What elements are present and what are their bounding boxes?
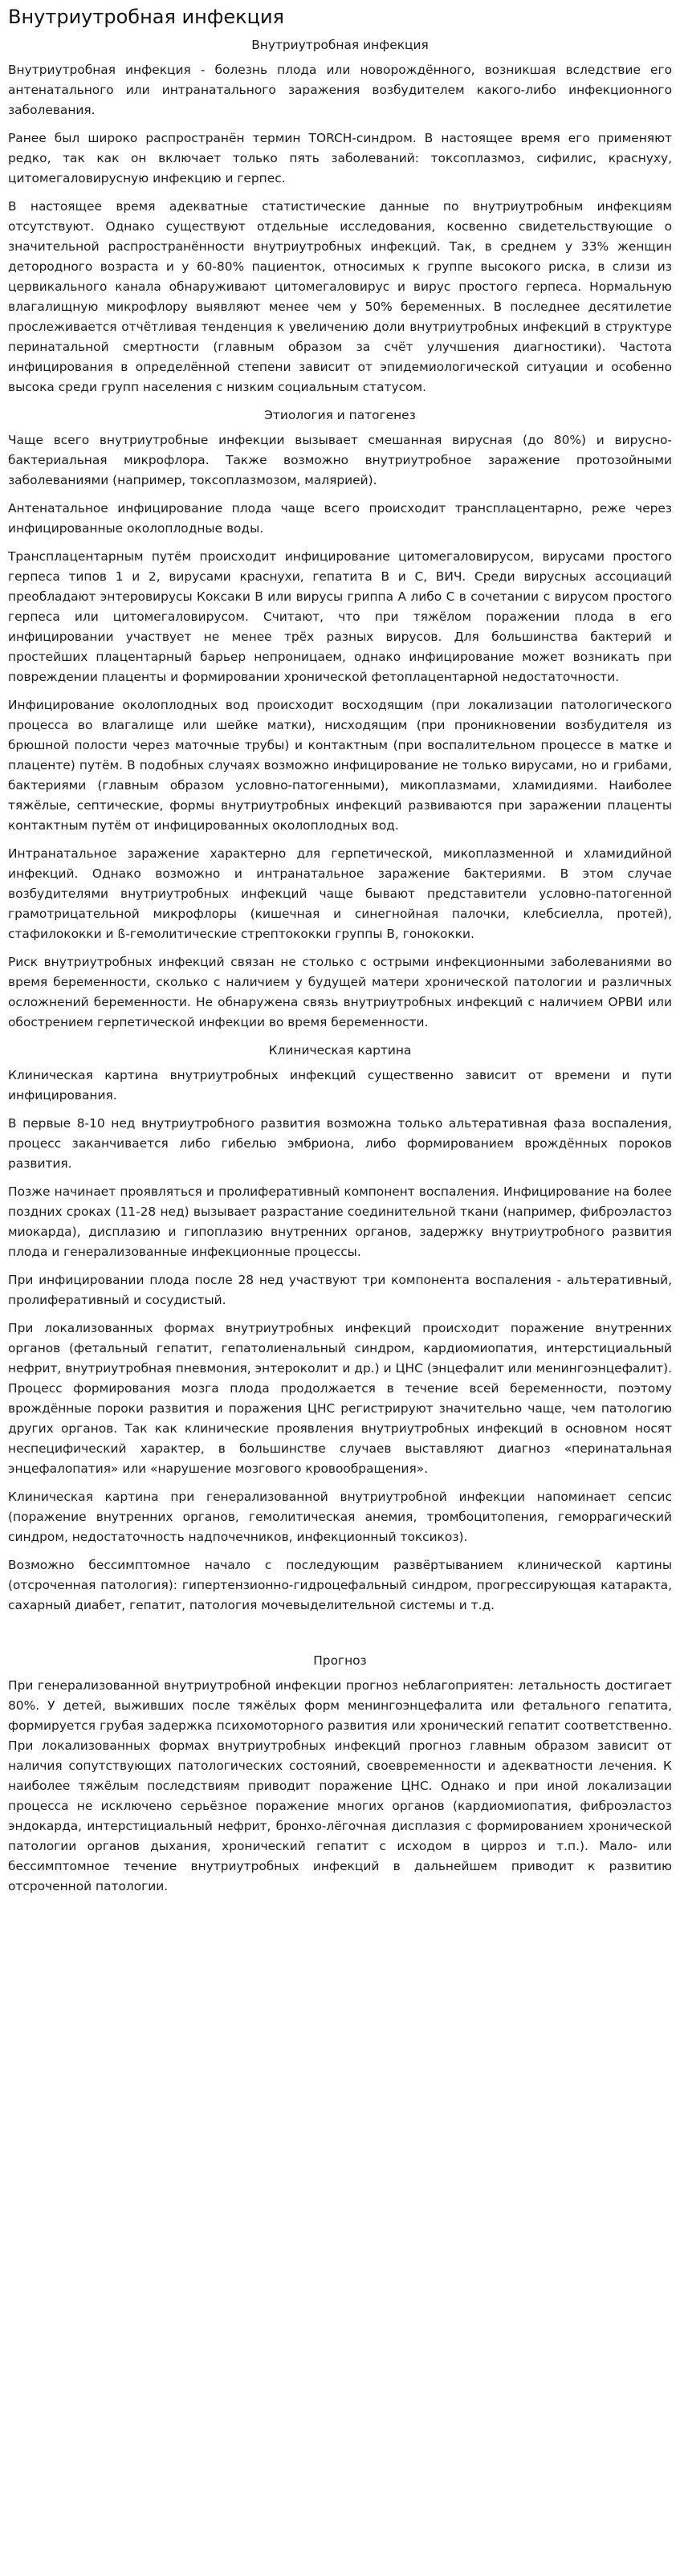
paragraph-risk: Риск внутриутробных инфекций связан не столько с острыми инфекционными заболеваниями во время беременности, сколько с наличием у будущей матери хронической патологии и различных осложнений беременности. Не обнаружена связь внутриутробных инфекций с наличием ОРВИ или обострением герпетической инфекции во время беременности.: [8, 955, 672, 1029]
section-etiology: [8, 406, 672, 1033]
paragraph-localized-forms: При локализованных формах внутриутробных инфекций происходит поражение внутренних органов (фетальный гепатит, гепатолиенальный синдром, кардиомиопатия, интерстициальный нефрит, внутриутробная пневмония, энтероколит и др.) и ЦНС (энцефалит или менингоэнцефалит). Процесс формирования мозга плода продолжается в течение всей беременности, поэтому врождённые пороки развития и поражения ЦНС регистрируют значительно чаще, чем патологию других органов. Так как клинические проявления внутриутробных инфекций в основном носят неспецифический характер, в большинстве случаев выставляют диагноз «перинатальная энцефалопатия» или «нарушение мозгового кровообращения».: [8, 1321, 672, 1476]
section-prognosis: [8, 1651, 672, 1897]
paragraph-prognosis: При генерализованной внутриутробной инфекции прогноз неблагоприятен: летальность достигает 80%. У детей, выживших после тяжёлых форм менингоэнцефалита или фетального гепатита, формируется грубая задержка психомоторного развития или хронический гепатит соответственно. При локализованных формах внутриутробных инфекций прогноз главным образом зависит от наличия сопутствующих патологических состояний, своевременности и адекватности лечения. К наиболее тяжёлым последствиям приводит поражение ЦНС. Однако и при иной локализации процесса не исключено серьёзное поражение многих органов (кардиомиопатия, фиброэластоз эндокарда, интерстициальный нефрит, бронхо-лёгочная дисплазия с формированием хронической патологии органов дыхания, хронический гепатит с исходом в цирроз и т.п.). Мало- или бессимптомное течение внутриутробных инфекций в дальнейшем приводит к развитию отсроченной патологии.: [8, 1678, 672, 1893]
paragraph-generalized: Клиническая картина при генерализованной внутриутробной инфекции напоминает сепсис (поражение внутренних органов, гемолитическая анемия, тромбоцитопения, геморрагический синдром, недостаточность надпочечников, инфекционный токсикоз).: [8, 1490, 672, 1544]
paragraph-microflora: Чаще всего внутриутробные инфекции вызывает смешанная вирусная (до 80%) и вирусно-бактериальная микрофлора. Также возможно внутриутробное заражение протозойными заболеваниями (например, токсоплазмозом, малярией).: [8, 433, 672, 487]
paragraph-transplacental: Трансплацентарным путём происходит инфицирование цитомегаловирусом, вирусами простого герпеса типов 1 и 2, вирусами краснухи, гепатита B и C, ВИЧ. Среди вирусных ассоциаций преобладают энтеровирусы Коксаки B или вирусы гриппа A либо C в сочетании с вирусом простого герпеса или цитомегаловирусом. Считают, что при тяжёлом поражении плода в его инфицировании участвует не менее трёх разных вирусов. Для большинства бактерий и простейших плацентарный барьер непроницаем, однако инфицирование может возникать при повреждении плаценты и формировании хронической фетоплацентарной недостаточности.: [8, 549, 672, 684]
section-heading-prognosis: Прогноз: [313, 1653, 367, 1668]
section-heading-clinical: Клиническая картина: [268, 1043, 412, 1058]
section-intro: [8, 35, 672, 397]
paragraph-torch-syndrome: Ранее был широко распространён термин TORCH-синдром. В настоящее время его применяют редко, так как он включает только пять заболеваний: токсоплазмоз, сифилис, краснуху, цитомегаловирусную инфекцию и герпес.: [8, 131, 672, 185]
page-title: Внутриутробная инфекция: [8, 6, 284, 28]
paragraph-after-28-weeks: При инфицировании плода после 28 нед участвуют три компонента воспаления - альтеративный, пролиферативный и сосудистый.: [8, 1273, 672, 1307]
section-heading-etiology: Этиология и патогенез: [264, 408, 416, 422]
paragraph-definition: Внутриутробная инфекция - болезнь плода или новорождённого, возникшая вследствие его антенатального или интранатального заражения возбудителем какого-либо инфекционного заболевания.: [8, 63, 672, 117]
paragraph-clinical-intro: Клиническая картина внутриутробных инфекций существенно зависит от времени и пути инфицирования.: [8, 1068, 672, 1103]
paragraph-proliferative: Позже начинает проявляться и пролиферативный компонент воспаления. Инфицирование на более поздних сроках (11-28 нед) вызывает разрастание соединительной ткани (например, фиброэластоз миокарда), дисплазию и гипоплазию внутренних органов, задержку внутриутробного развития плода и генерализованные инфекционные процессы.: [8, 1184, 672, 1259]
section-clinical: [8, 1041, 672, 1616]
section-heading-intro: Внутриутробная инфекция: [251, 38, 429, 52]
paragraph-antenatal: Антенатальное инфицирование плода чаще всего происходит трансплацентарно, реже через инфицированные околоплодные воды.: [8, 501, 672, 536]
paragraph-asymptomatic: Возможно бессимптомное начало с последующим развёртыванием клинической картины (отсроченная патология): гипертензионно-гидроцефальный синдром, прогрессирующая катаракта, сахарный диабет, гепатит, патология мочевыделительной системы и т.д.: [8, 1558, 672, 1612]
paragraph-early-weeks: В первые 8-10 нед внутриутробного развития возможна только альтеративная фаза воспаления, процесс заканчивается либо гибелью эмбриона, либо формированием врождённых пороков развития.: [8, 1116, 672, 1171]
paragraph-amniotic-fluid: Инфицирование околоплодных вод происходит восходящим (при локализации патологического процесса во влагалище или шейке матки), нисходящим (при проникновении возбудителя из брюшной полости через маточные трубы) и контактным (при воспалительном процессе в матке и плаценте) путём. В подобных случаях возможно инфицирование не только вирусами, но и грибами, бактериями (главным образом условно-патогенными), микоплазмами, хламидиями. Наиболее тяжёлые, септические, формы внутриутробных инфекций развиваются при заражении плаценты контактным путём от инфицированных околоплодных вод.: [8, 698, 672, 833]
paragraph-intranatal: Интранатальное заражение характерно для герпетической, микоплазменной и хламидийной инфекций. Однако возможно и интранатальное заражение бактериями. В этом случае возбудителями внутриутробных инфекций чаще бывают представители условно-патогенной грамотрицательной микрофлоры (кишечная и синегнойная палочки, клебсиелла, протей), стафилококки и ß-гемолитические стрептококки группы B, гонококки.: [8, 846, 672, 941]
paragraph-statistics: В настоящее время адекватные статистические данные по внутриутробным инфекциям отсутствуют. Однако существуют отдельные исследования, косвенно свидетельствующие о значительной распространённости внутриутробных инфекций. Так, в среднем у 33% женщин детородного возраста и у 60-80% пациенток, относимых к группе высокого риска, в слизи из цервикального канала обнаруживают цитомегаловирус и вирус простого герпеса. Нормальную влагалищную микрофлору выявляют менее чем у 50% беременных. В последнее десятилетие прослеживается отчётливая тенденция к увеличению доли внутриутробных инфекций в структуре перинатальной смертности (главным образом за счёт улучшения диагностики). Частота инфицирования в определённой степени зависит от эпидемиологической ситуации и особенно высока среди групп населения с низким социальным статусом.: [8, 199, 672, 394]
